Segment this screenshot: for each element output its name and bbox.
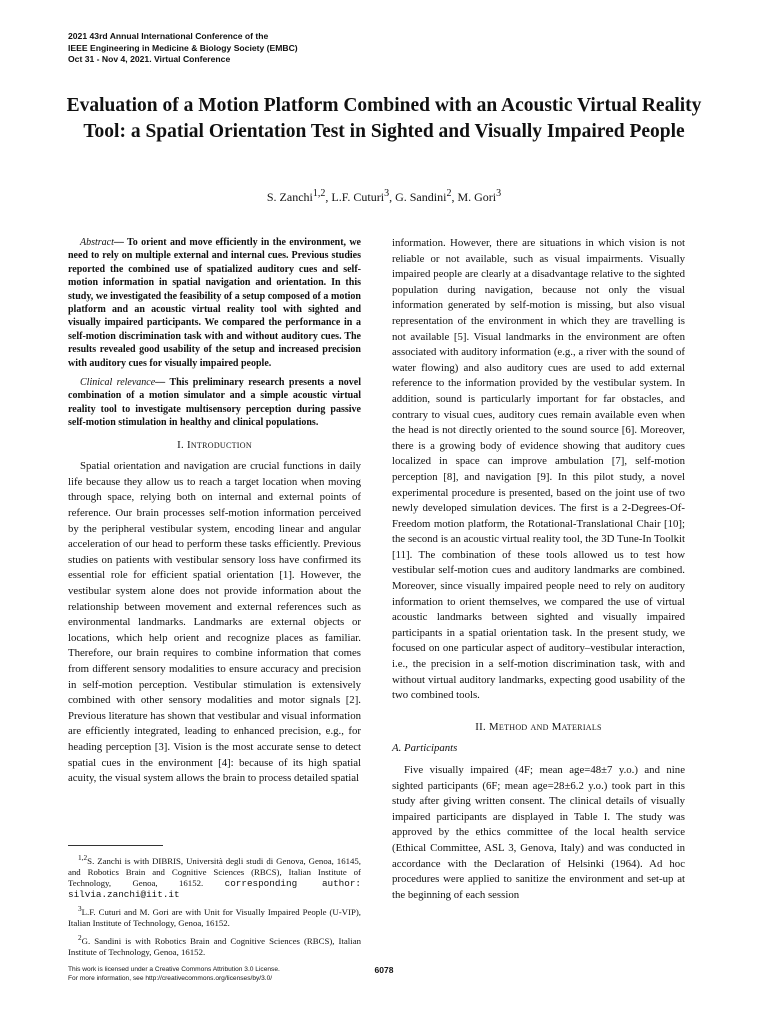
conference-header	[68, 31, 398, 66]
right-column	[392, 236, 685, 903]
abstract-text: To orient and move efficiently in the environment, we need to rely on multiple external and internal cues. Previous studies reported the combined use of spatialized auditory cues and self-motion information in spatial navigation and orientation. In this study, we investigated the feasibility of a setup composed of a motion platform and an acoustic virtual reality tool with sighted and visually impaired participants. We compared the performance in a self-motion discrimination task with and without auditory cues. The results revealed good usability of the setup and increased precision with auditory cues for visually impaired people.	[68, 237, 361, 369]
clinical-relevance: Clinical relevance— This preliminary research presents a novel combination of a motion simulator and a simple acoustic virtual reality tool to investigate multisensory perception during passive self-motion stimulation in healthy and clinical populations.	[68, 377, 361, 429]
section-heading-introduction: I. Introduction	[177, 438, 252, 451]
section-heading-methods: II. Method and Materials	[475, 720, 602, 733]
corresponding-author-email: corresponding author: silvia.zanchi@iit.it	[68, 877, 361, 900]
author: L.F. Cuturi$^3$,	[331, 188, 396, 204]
footnote-1: $^{1,2}$S. Zanchi is with DIBRIS, Università degli studi di Genova, Genoa, 16145, and Robotics Brain and Cognitive Sciences (RBCS), Italian Institute of Technology, Genoa, 16152. corresponding author: silvia.zanchi@iit.it	[68, 853, 361, 900]
license-line-2: For more information, see http://creativecommons.org/licenses/by/3.0/	[68, 975, 273, 983]
author-list	[60, 188, 708, 205]
introduction-paragraph-continued: information. However, there are situations in which vision is not reliable or not available, such as visual impairments. Visually impaired people are clearly at a disadvantage relative to the sighted population during navigation, because not only the visual information generated by self-motion is missing, but also visual representation of the environment in which they are travelling is not available [5]. Visual landmarks in the environment are often associated with auditory information (e.g., a river with the sound of water flowing) and also auditory cues are used to add external reference to the information provided by the vestibular system. In addition, sound is particularly important for far obstacles, and contrary to visual cues, auditory cues remain available even when the head is not directly oriented to the sound source [6]. Moreover, there is a growing body of evidence showing that auditory cues localized in space can improve ambulation [7], self-motion perception [8], and navigation [9]. In this pilot study, a novel experimental procedure is presented, based on the joint use of two newly developed simulation devices. The first is a 2-Degrees-Of-Freedom motion platform, the Rotational-Translational Chair [10]; the second is an acoustic virtual reality tool, the 3D Tune-In Toolkit [11]. The combination of these tools allowed us to test how vestibular self-motion cues and auditory landmarks are combined. Moreover, since visually impaired people need to rely on auditory information to orient themselves, we compared the use of virtual acoustic landmarks between sighted and visually impaired participants in a spatial orientation task. In the present study, we focused on one particular aspect of auditory–vestibular interaction, i.e., the precision in a self-motion discrimination task, with and without virtual auditory landmarks, expecting good usability of the two combined tools.	[392, 237, 685, 702]
clinical-relevance-text: This preliminary research presents a novel combination of a motion simulator and a simple acoustic virtual reality tool to investigate multisensory perception during passive self-motion stimulation in healthy and clinical populations.	[68, 377, 361, 429]
paper-title: Evaluation of a Motion Platform Combined with an Acoustic Virtual Reality Tool: a Spatial Orientation Test in Sighted and Visually Impaired People	[66, 95, 702, 142]
footnote-2: $^3$L.F. Cuturi and M. Gori are with Unit for Visually Impaired People (U-VIP), Italian Institute of Technology, Genoa, 16152.	[68, 903, 361, 928]
abstract: Abstract— To orient and move efficiently in the environment, we need to rely on multiple external and internal cues. Previous studies reported the combined use of spatialized auditory cues and self-motion information in spatial navigation and orientation. In this study, we investigated the feasibility of a setup composed of a motion platform and an acoustic virtual reality tool with sighted and visually impaired participants. We compared the performance in a self-motion discrimination task with and without auditory cues. The results revealed good usability of the setup and increased precision with auditory cues for visually impaired people.	[68, 237, 361, 369]
footnote-divider	[68, 845, 163, 846]
author: G. Sandini$^2$,	[395, 188, 458, 204]
author: S. Zanchi$^{1,2}$,	[266, 188, 332, 204]
clinical-relevance-lead: Clinical relevance	[80, 377, 156, 389]
license-line-1: This work is licensed under a Creative Commons Attribution 3.0 License.	[68, 966, 280, 973]
conference-line-3: Oct 31 - Nov 4, 2021. Virtual Conference	[68, 54, 231, 65]
author: M. Gori$^3$	[457, 188, 502, 204]
abstract-lead: Abstract	[80, 237, 114, 248]
footnote-3: $^2$G. Sandini is with Robotics Brain and Cognitive Sciences (RBCS), Italian Institute of Technology, Genoa, 16152.	[68, 932, 361, 957]
footnotes	[68, 852, 361, 961]
license-notice	[68, 965, 368, 984]
subsection-heading-participants: A. Participants	[392, 742, 458, 755]
page-number: 6078	[374, 965, 394, 975]
participants-paragraph: Five visually impaired (4F; mean age=48±7 y.o.) and nine sighted participants (6F; mean age=28±6.2 y.o.) took part in this study after giving written consent. The clinical details of visually impaired participants are displayed in Table I. The study was approved by the ethics committee of the local health service (Ethical Committee, ASL 3, Genova, Italy) and was conducted in accordance with the Declaration of Helsinki (1964). Ad hoc procedures were applied to sanitize the environment and set-up at the beginning of each session	[392, 764, 685, 901]
conference-line-2: IEEE Engineering in Medicine & Biology Society (EMBC)	[68, 42, 298, 53]
conference-line-1: 2021 43rd Annual International Conference of the	[68, 31, 269, 41]
introduction-paragraph: Spatial orientation and navigation are crucial functions in daily life because they allow us to reach a target location when moving through space, relying both on internal and external points of reference. Our brain processes self-motion information perceived by the peripheral vestibular system, encoding linear and angular acceleration of our head to perform these tasks efficiently. Previous studies on patients with vestibular sensory loss have confirmed its essential role for efficient spatial orientation [1]. However, the vestibular system alone does not provide information about the relationship between movement and external references such as environmental landmarks. Landmarks are external objects or locations, which help orient and recognize places as familiar. Therefore, our brain requires to combine information that comes from different sensory modalities to ensure accuracy and precision in self-motion perception. Vestibular stimulation is extensively combined with other sensory modalities and motor signals [2]. Previous literature has shown that vestibular and visual information are efficiently integrated, leading to enhanced precision, e.g., for heading perception [3]. Vision is the most accurate sense to detect spatial cues in the environment [4]: because of its high spatial acuity, the visual system allows the brain to process detailed spatial	[68, 460, 361, 785]
left-column	[68, 236, 361, 787]
